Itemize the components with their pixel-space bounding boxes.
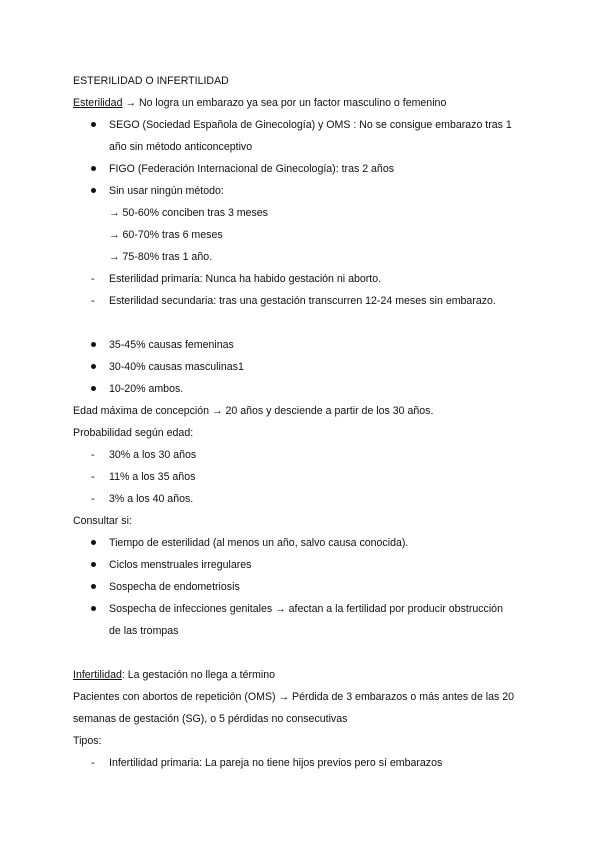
esterilidad-definition-line xyxy=(73,96,446,110)
consultar-label: Consultar si: xyxy=(73,515,132,527)
bullet-icon xyxy=(91,540,96,545)
infertilidad-definition-line xyxy=(73,668,275,682)
dash-marker: - xyxy=(91,471,95,483)
list-item: SEGO (Sociedad Española de Ginecología) y OMS : No se consigue embarazo tras 1 xyxy=(109,119,512,131)
list-item: FIGO (Federación Internacional de Ginecología): tras 2 años xyxy=(109,163,395,175)
tipos-label: Tipos: xyxy=(73,735,102,747)
arrow-item: → 60-70% tras 6 meses xyxy=(109,229,223,241)
list-item: Sospecha de endometriosis xyxy=(109,581,240,593)
dash-marker: - xyxy=(91,273,95,285)
esterilidad-definition: → No logra un embarazo ya sea por un factor masculino o femenino xyxy=(122,97,447,109)
dash-marker: - xyxy=(91,757,95,769)
infertilidad-definition: : La gestación no llega a término xyxy=(121,669,276,681)
dash-marker: - xyxy=(91,295,95,307)
list-item: Esterilidad primaria: Nunca ha habido gestación ni aborto. xyxy=(109,273,382,285)
probabilidad-label: Probabilidad según edad: xyxy=(73,427,194,439)
arrow-item: → 75-80% tras 1 año. xyxy=(109,251,213,263)
dash-marker: - xyxy=(91,449,95,461)
abortos-line: Pacientes con abortos de repetición (OMS) → Pérdida de 3 embarazos o más antes de las 20 xyxy=(73,691,515,703)
dash-marker: - xyxy=(91,493,95,505)
bullet-icon xyxy=(91,606,96,611)
bullet-icon xyxy=(91,584,96,589)
bullet-icon xyxy=(91,386,96,391)
list-item: Tiempo de esterilidad (al menos un año, salvo causa conocida). xyxy=(109,537,409,549)
document-title: ESTERILIDAD O INFERTILIDAD xyxy=(73,75,229,87)
list-item: Infertilidad primaria: La pareja no tiene hijos previos pero sí embarazos xyxy=(109,757,443,769)
list-item: 35-45% causas femeninas xyxy=(109,339,234,351)
list-item: 3% a los 40 años. xyxy=(109,493,194,505)
list-item-continuation: año sin método anticonceptivo xyxy=(109,141,253,153)
bullet-icon xyxy=(91,188,96,193)
bullet-icon xyxy=(91,342,96,347)
bullet-icon xyxy=(91,166,96,171)
list-item-continuation: de las trompas xyxy=(109,625,179,637)
bullet-icon xyxy=(91,364,96,369)
list-item: Sospecha de infecciones genitales → afectan a la fertilidad por producir obstrucción xyxy=(109,603,503,615)
arrow-item: → 50-60% conciben tras 3 meses xyxy=(109,207,268,219)
list-item: Sin usar ningún método: xyxy=(109,185,224,197)
list-item: 10-20% ambos. xyxy=(109,383,184,395)
abortos-line-continuation: semanas de gestación (SG), o 5 pérdidas no consecutivas xyxy=(73,713,348,725)
bullet-icon xyxy=(91,122,96,127)
list-item: 30-40% causas masculinas1 xyxy=(109,361,244,373)
list-item: 30% a los 30 años xyxy=(109,449,197,461)
esterilidad-term: Esterilidad xyxy=(73,97,123,109)
infertilidad-term: Infertilidad xyxy=(73,669,122,681)
list-item: Esterilidad secundaria: tras una gestación transcurren 12-24 meses sin embarazo. xyxy=(109,295,496,307)
bullet-icon xyxy=(91,562,96,567)
edad-maxima: Edad máxima de concepción → 20 años y desciende a partir de los 30 años. xyxy=(73,405,434,417)
list-item: Ciclos menstruales irregulares xyxy=(109,559,252,571)
list-item: 11% a los 35 años xyxy=(109,471,196,483)
